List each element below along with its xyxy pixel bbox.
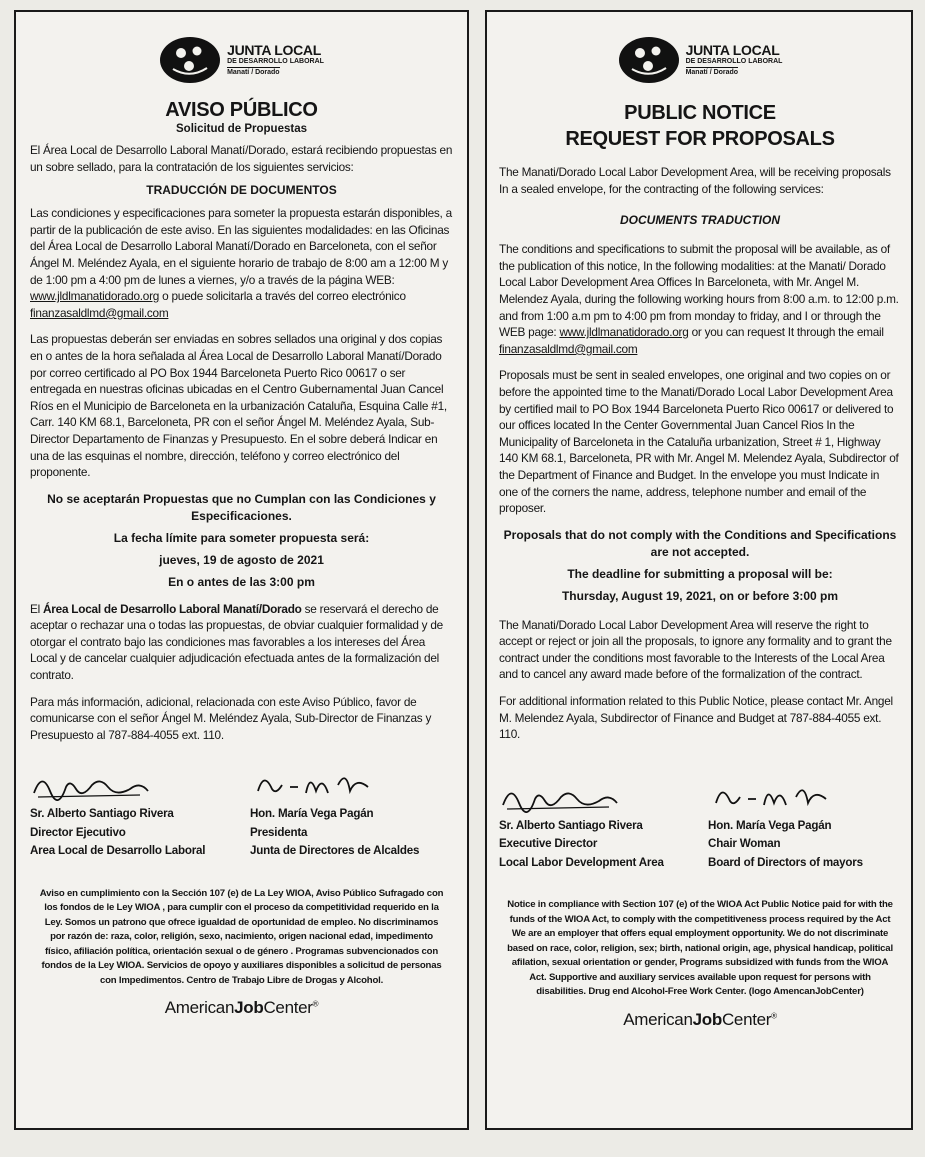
email-link[interactable]: finanzasaldlmd@gmail.com [30, 305, 169, 320]
conditions-paragraph [30, 205, 453, 321]
signature-vega-icon [250, 765, 380, 805]
deadline-label: La fecha límite para someter propuesta será: [113, 530, 370, 545]
logo-subtitle: DE DESARROLLO LABORAL [227, 58, 324, 65]
junta-local-logo [30, 32, 453, 88]
email-link[interactable]: finanzasaldlmd@gmail.com [499, 341, 638, 356]
junta-local-logo [499, 32, 901, 88]
reserve-post: se reservará el derecho de aceptar o rechazar una o todas las propuestas, de obviar cualquier formalidad y de otorgar el contrato bajo las condiciones mas favorables a los intereses del Área Local y de cancelar cualquier adjudicación efectuada antes de la formalización del contrato. [30, 601, 443, 683]
conditions-paragraph [499, 241, 901, 357]
ajc-job: Job [692, 1009, 722, 1029]
signature-santiago-icon [30, 765, 160, 805]
wioa-compliance-notice: Aviso en cumplimiento con la Sección 107 (e) de La Ley WIOA, Aviso Público Sufragado con los fondos de le Ley WIOA , para cumplir con el proceso da competitividad requerido en la Ley. Somos un patrono que ofrece igualdad de oportunidad de empleo. No discriminamos por razón de: raza, color, religión, sexo, nacimiento, origen nacional edad, impedimento físico, afiliación política, orientación sexual o de género . Programas subvencionados con fondos de la Ley WIOA. Servicios de opoyo y auxiliares disponibles a solicitud de personas con Impedimentos. Centro de Trabajo Libre de Drogas y Alcohol. [39, 887, 444, 986]
spanish-notice-panel [14, 10, 469, 1130]
conditions-text: The conditions and specifications to submit the proposal will be available, as of the publication of this notice, In the following modalities: at the Manati/ Dorado Local Labor Development Area Offices In Barceloneta, with Mr. Angel M. Melendez Ayala, during the following working hours from 8:00 a.m. to 12:00 p.m. and from 1:00 a.m pm to 4:00 pm from monday to friday, and I or through the WEB page: [499, 242, 899, 340]
signer-org: Area Local de Desarrollo Laboral [30, 844, 206, 858]
ajc-center: Center [263, 998, 313, 1018]
signature-block-director [30, 765, 233, 861]
signer-name: Hon. María Vega Pagán [708, 818, 832, 832]
conditions-text: Las condiciones y especificaciones para someter la propuesta estarán disponibles, a partir de la publicación de este aviso. En las siguientes modalidades: en las Oficinas del Área Local de Desarrollo Laboral Manatí/Dorado en Barceloneta, con el señor Ángel M. Meléndez Ayala, en el siguiente horario de trabajo de 8:00 am a 12:00 M y de 1:00 pm a 4:00 pm de lunes a viernes, y/o a través de la página WEB: [30, 206, 452, 287]
service-heading: DOCUMENTS TRADUCTION [620, 213, 780, 228]
page-title: AVISO PÚBLICO [165, 99, 318, 121]
signer-role: Chair Woman [708, 837, 781, 851]
reserve-pre: El [30, 601, 40, 616]
deadline-label: The deadline for submitting a proposal will be: [567, 566, 833, 581]
page-subtitle: Solicitud de Propuestas [176, 123, 307, 135]
conditions-mid-text: or you can request It through the email [691, 325, 884, 340]
deadline-time: En o antes de las 3:00 pm [168, 574, 315, 589]
signature-block-president [250, 765, 453, 861]
logo-subtitle: DE DESARROLLO LABORAL [685, 58, 783, 65]
signer-name: Sr. Alberto Santiago Rivera [30, 807, 174, 821]
ajc-job: Job [234, 998, 264, 1018]
signer-org: Local Labor Development Area [499, 855, 664, 869]
deadline-date: jueves, 19 de agosto de 2021 [159, 552, 324, 567]
page-subtitle: REQUEST FOR PROPOSALS [565, 128, 835, 150]
signer-role: Executive Director [499, 837, 598, 851]
submission-paragraph: Las propuestas deberán ser enviadas en sobres sellados una original y dos copias en o antes de la hora señalada al Área Local de Desarrollo Laboral Manatí/Dorado por correo certificado al PO Box 1944 Barceloneta Puerto Rico 00617 o ser entregada en nuestras oficinas ubicadas en el Centro Gubernamental Juan Cancel Ríos en el Municipio de Barceloneta en la urbanización Cataluña, Esquina Calle #1, Carr. 140 KM 68.1, Barceloneta, PR con el señor Ángel M. Meléndez Ayala, Sub-Director Departamento de Finanzas y Presupuesto. En el sobre deberá Indicar en una de las esquinas el nombre, dirección, teléfono y correo electrónico del proponente. [30, 332, 447, 480]
more-info-paragraph: Para más información, adicional, relacionada con este Aviso Público, favor de comunicarse con el señor Ángel M. Meléndez Ayala, Sub-Director de Finanzas y Presupuesto al 787-884-4055 ext. 110. [30, 694, 432, 742]
signature-block-president [708, 777, 901, 873]
signer-role: Director Ejecutivo [30, 825, 126, 839]
logo-region: Manatí / Dorado [227, 69, 280, 76]
not-accepted-notice: No se aceptarán Propuestas que no Cumplan con las Condiciones y Especificaciones. [47, 491, 436, 523]
american-job-center-logo [499, 1010, 901, 1030]
website-link[interactable]: www.jldlmanatidorado.org [30, 289, 160, 304]
ajc-trademark: ® [312, 999, 319, 1009]
intro-paragraph: The Manati/Dorado Local Labor Development Area, will be receiving proposals In a sealed envelope, for the contracting of the following services: [499, 165, 891, 196]
signatures [30, 765, 453, 861]
logo-title: JUNTA LOCAL [685, 42, 780, 58]
service-heading: TRADUCCIÓN DE DOCUMENTOS [146, 183, 337, 198]
signer-name: Hon. María Vega Pagán [249, 807, 374, 821]
signature-vega-icon [708, 777, 838, 817]
signer-org: Junta de Directores de Alcaldes [249, 844, 420, 858]
page-title: PUBLIC NOTICE [624, 102, 776, 124]
english-notice-panel [485, 10, 913, 1130]
reserve-org: Área Local de Desarrollo Laboral Manatí/Dorado [43, 601, 302, 616]
american-job-center-logo [30, 998, 453, 1018]
reserve-paragraph [30, 601, 453, 684]
ajc-american: American [164, 998, 235, 1018]
signature-santiago-icon [499, 777, 629, 817]
ajc-center: Center [721, 1009, 772, 1029]
not-accepted-notice: Proposals that do not comply with the Conditions and Specifications are not accepted. [503, 527, 897, 559]
conditions-mid-text: o puede solicitarla a través del correo electrónico [162, 289, 406, 304]
intro-paragraph: El Área Local de Desarrollo Laboral Manatí/Dorado, estará recibiendo propuestas en un sobre sellado, para la contratación de los siguientes servicios: [30, 143, 453, 174]
signer-org: Board of Directors of mayors [708, 855, 863, 869]
website-link[interactable]: www.jldlmanatidorado.org [559, 325, 689, 340]
junta-logo-icon [159, 35, 221, 85]
signer-role: Presidenta [249, 825, 308, 839]
logo-title: JUNTA LOCAL [227, 42, 321, 58]
logo-region: Manatí / Dorado [685, 69, 739, 76]
submission-paragraph: Proposals must be sent in sealed envelopes, one original and two copies on or before the appointed time to the Manati/Dorado Local Labor Development Area by certified mail to PO Box 1944 Barceloneta Puerto Rico 00617 or delivered to our offices located In the Center Governmental Juan Cancel Rios In the Municipality of Barceloneta in the Cataluña urbanization, Street # 1, Highway 140 KM 68.1, Barceloneta, PR with Mr. Angel M. Melendez Ayala, Subdirector of the Department of Finance and Budget. In the envelope you must Indicate in one of the corners the name, address, telephone number and email of the proposer. [499, 368, 899, 516]
reserve-paragraph: The Manati/Dorado Local Labor Development Area will reserve the right to accept or reject or join all the proposals, to ignore any formality and to grant the contract under the conditions most favorable to the Interests of the Local Area and to cancel any award made before of the formalization of the contract. [499, 617, 892, 682]
signatures [499, 777, 901, 873]
ajc-trademark: ® [771, 1011, 777, 1021]
ajc-american: American [623, 1009, 693, 1029]
junta-logo-icon [618, 35, 680, 85]
more-info-paragraph: For additional information related to this Public Notice, please contact Mr. Angel M. Melendez Ayala, Subdirector of Finance and Budget at 787-884-4055 ext. 110. [499, 694, 893, 742]
signature-block-director [499, 777, 692, 873]
signer-name: Sr. Alberto Santiago Rivera [499, 818, 643, 832]
wioa-compliance-notice: Notice in compliance with Section 107 (e) of the WIOA Act Public Notice paid for with the funds of the WIOA Act, to comply with the competitiveness process required by the Act We are an employer that offers equal employment opportunity. We do not discriminate based on race, color, religion, sex; birth, national origin, age, physical handicap, political afilation, sexual orientation or gender, Programs subsidized with funds from the WIOA Act. Supportive and auxiliary services available upon request for persons with disabilities. Drug end Alcohol-Free Work Center. (logo AmencanJobCenter) [507, 899, 893, 998]
deadline-date: Thursday, August 19, 2021, on or before 3:00 pm [561, 588, 839, 603]
